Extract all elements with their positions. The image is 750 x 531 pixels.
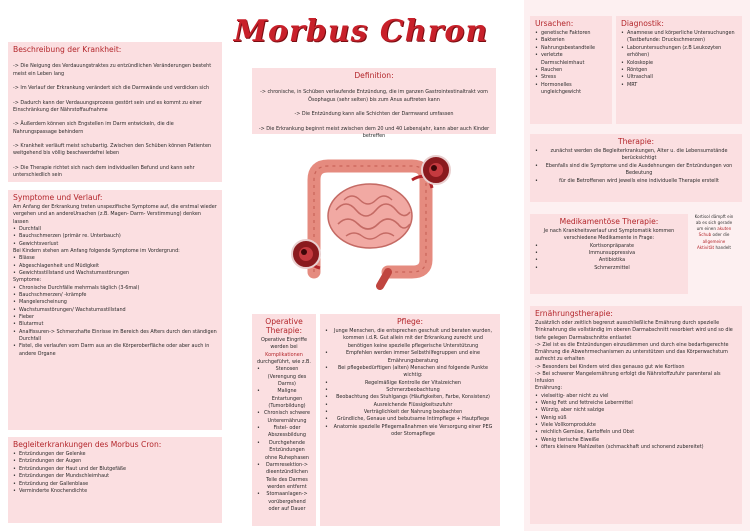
ursachen-panel [530, 16, 612, 124]
diagnostik-panel [616, 16, 742, 124]
list-item: • Viele Vollkornprodukte [535, 422, 737, 429]
list-item: • Empfehlen werden immer Selbsthilfegruppen und eine Ernährungsberatung [325, 350, 495, 365]
list-item: • Hormonelles ungleichgewicht [535, 82, 607, 97]
symptome-list-3 [13, 285, 217, 359]
list-item: • Schmerzmittel [535, 265, 683, 272]
list-item: • Antibiotika [535, 257, 683, 264]
list-item: • Fieber [13, 314, 217, 321]
beschreibung-line: -> Im Verlauf der Erkrankung verändert sich die Darmwände und verdicken sich [13, 85, 210, 92]
list-item: • Fistel, die verlaufen vom Darm aus an die Körperoberfläche oder aber auch in andere Organe [13, 343, 217, 358]
list-item: • Ultraschall [621, 74, 737, 81]
list-item: • Regelmäßige Kontrolle der Vitalzeichen [325, 380, 495, 387]
note-part: oder die [711, 232, 730, 238]
ernaehrung-list [535, 393, 737, 452]
list-item: • Entzündungen der Haut und der Blutgefäße [13, 466, 217, 473]
list-item: • Maligne Entartungen (Tumorbildung) [257, 388, 311, 410]
definition-line: -> chronische, in Schüben verlaufende Entzündung, die im ganzen Gastrointestinaltrakt vom Ösophagus (sehr selten) bis zum Anus auftreten kann [260, 89, 488, 103]
list-item: • für die Betroffenen wird jeweils eine individuelle Therapie erstellt [535, 178, 737, 185]
list-item: • Entzündungen der Augen [13, 458, 217, 465]
therapie-list [535, 148, 737, 185]
list-item: • Verminderte Knochendichte [13, 488, 217, 495]
list-item: • Stomaanlagen-> vorübergehend oder auf Dauer [257, 491, 311, 513]
list-item: • öfters kleinere Mahlzeiten (schmackhaft und schonend zubereitet) [535, 444, 737, 451]
list-item: • Gründliche, Genaue und bebutsame Intimpflege + Hautpflege [325, 416, 495, 423]
list-item: • Ausreichende Flüssigkeitszufuhr [325, 402, 495, 409]
symptome-heading: Symptome und Verlauf: [13, 193, 103, 202]
list-item: • Abgeschlagenheit und Müdigkeit [13, 263, 217, 270]
list-item: • Verträglichkeit der Nahrung beobachten [325, 409, 495, 416]
list-item: • reichlich Gemüse, Kartoffeln und Obst [535, 429, 737, 436]
list-item: • Anatomie spezielle Pflegemaßnahmen wie Versorgung einer PEG oder Stomapflege [325, 424, 495, 439]
beschreibung-text [13, 56, 217, 187]
list-item: • Fistel- oder Abszessbildung [257, 425, 311, 440]
list-item: • Stenosen (Verengung des Darms) [257, 366, 311, 388]
definition-text [257, 82, 491, 147]
medikamente-list [535, 243, 683, 272]
ernaehrung-intro: Zusätzlich oder zeitlich begrenzt ausschließliche Ernährung durch spezielle Trinknahrung die vollständig im oberen Darmabschnitt resorbiert wird und so die tiefe gelegen Darmabschnitte entlastet -> Ziel ist es die Entzündungen einzudämmen und durch eine bedarfsgerechte Ernährung die Abwehrmechanismen zu unterstützen und das Körperwachstum aufrecht zu erhalten -> Besonders bei Kindern wird dies genauso gut wie Kortison -> Bei schwerer Mangelernährung erfolgt die Nährstoffzufuhr parenteral als Infusion Ernährung: [535, 320, 733, 392]
list-item: • Bakterien [535, 37, 607, 44]
begleit-heading: Begleiterkrankungen des Morbus Cron: [13, 440, 162, 449]
operative-intro-highlight: Komplikationen [265, 351, 303, 358]
list-item: • Bauchschmerzen/ -krämpfe [13, 292, 217, 299]
symptome-label: Symptome: [13, 277, 42, 284]
symptome-list-1 [13, 226, 217, 248]
operative-intro-a: Operative Eingriffe werden bei [260, 337, 308, 351]
magnifier-upper-icon [422, 156, 450, 184]
colon-illustration [284, 140, 456, 292]
list-item: • Chronische Durchfälle mehrmals täglich (3-6mal) [13, 285, 217, 292]
list-item: • Immunsuppressiva [535, 250, 683, 257]
list-item: • Junge Menschen, die entsprechen geschult und beraten wurden, kommen i.d.R. Gut allein mit der Erkrankung zurecht und benötigen keine spezielle pflegerische Unterstützung [325, 328, 495, 350]
medikamente-heading: Medikamentöse Therapie: [559, 217, 659, 226]
list-item: • Kortisonpräparate [535, 243, 683, 250]
list-item: • Gewichtsverlust [13, 241, 217, 248]
pflege-heading: Pflege: [396, 317, 424, 326]
magnifier-lower-icon [292, 240, 320, 268]
symptome-panel [8, 190, 222, 430]
ursachen-heading: Ursachen: [535, 19, 574, 28]
list-item: • verletzte Darmschleimhaut [535, 52, 607, 67]
operative-intro [257, 337, 311, 366]
list-item: • Durchgehende Entzündungen ohne Ruhephasen [257, 440, 311, 462]
ernaehrung-panel [530, 306, 742, 524]
beschreibung-line: -> Äußerdem können sich Engstellen im Darm entwickeln, die die Nahrungspassage behindern [13, 121, 174, 135]
list-item: • vielseitig- aber nicht zu viel [535, 393, 737, 400]
list-item: • Blutarmut [13, 321, 217, 328]
list-item: • Blässe [13, 255, 217, 262]
beschreibung-line: -> Dadurch kann der Verdauungsprozess gestört sein und es kommt zu einer Einschränkung der Nährstoffaufnahme [13, 99, 202, 113]
list-item: • MRT [621, 82, 737, 89]
note-highlight: allgemeine Aktivität [696, 238, 726, 250]
list-item: • Entzündungen der Mundschleimhaut [13, 473, 217, 480]
therapie-panel [530, 134, 742, 202]
note-part: handelt [714, 244, 732, 250]
symptome-list-2 [13, 255, 217, 277]
pflege-list [325, 328, 495, 438]
symptome-kids: Bei Kindern stehen am Anfang folgende Symptome im Vordergrund: [13, 247, 180, 254]
list-item: • Anamnese und körperliche Untersuchungen (Tastbefunde: Druckschmerzen) [621, 30, 737, 45]
list-item: • Nahrungsbestandteile [535, 45, 607, 52]
list-item: • Gewichtsstillstand und Wachstumsstörungen [13, 270, 217, 277]
list-item: • Darmresektion-> dieentzündlichen Teile des Darmes werden entfernt [257, 462, 311, 491]
operative-list [257, 366, 311, 513]
list-item: • Ebenfalls sind die Symptome und die Ausdehnungen der Entzündungen von Bedeutung [535, 163, 737, 178]
list-item: • Stress [535, 74, 607, 81]
ursachen-list [535, 30, 607, 96]
list-item: • Bei pflegebedürftigen (alten) Menschen sind folgende Punkte wichtig: [325, 365, 495, 380]
beschreibung-line: -> Die Neigung des Verdauungstraktes zu entzündlichen Veränderungen besteht meist ein Leben lang [13, 63, 212, 77]
list-item: • genetische Faktoren [535, 30, 607, 37]
page-title: Morbus Chron [233, 14, 489, 49]
definition-heading: Definition: [354, 71, 394, 80]
list-item: • Koloskopie [621, 60, 737, 67]
list-item: • Würzig, aber nicht salzige [535, 407, 737, 414]
list-item: • Wenig süß [535, 415, 737, 422]
ernaehrung-heading: Ernährungstherapie: [535, 309, 613, 318]
list-item: • Durchfall [13, 226, 217, 233]
medikamente-panel [530, 214, 688, 294]
begleit-list [13, 451, 217, 495]
list-item: • Entzündung der Gallenblase [13, 481, 217, 488]
list-item: • Laboruntersuchungen (z.B Leukozyten erhöhen) [621, 45, 737, 60]
list-item: • Rauchen [535, 67, 607, 74]
medikamente-intro: Je nach Krankheitsverlauf und Symptomatik kommen verschiedene Medikamente in Frage: [543, 228, 675, 242]
list-item: • Beobachtung des Stuhlgangs (Häufigkeiten, Farbe, Konsistenz) [325, 394, 495, 401]
operative-panel [252, 314, 316, 526]
beschreibung-line: -> Die Therapie richtet sich nach dem individuellen Befund und kann sehr unterschiedlich sein [13, 164, 195, 179]
list-item: • Chronisch schwere Unterernährung [257, 410, 311, 425]
note-part: Kortisol dämpft ein ab es sich gerade um einen [694, 214, 734, 232]
list-item: • Röntgen [621, 67, 737, 74]
list-item: • Wachstumsstörungen/ Wachstumsstillstand [13, 307, 217, 314]
beschreibung-line: -> Krankheit verläuft meist schubartig. Zwischen den Schüben können Patienten weitgehend bis völlig beschwerdefrei leben [13, 143, 212, 157]
list-item: • Mangelerscheinung [13, 299, 217, 306]
colon-icon [307, 166, 432, 286]
begleit-panel [8, 437, 222, 523]
operative-intro-b: durchgeführt, wie z.B. [257, 358, 311, 365]
list-item: • Bauchschmerzen (primär re. Unterbauch) [13, 233, 217, 240]
definition-panel [252, 68, 496, 139]
symptome-intro: Am Anfang der Erkrankung treten unspezifische Symptome auf, die erstmal wieder vergehen und an andereUrsachen (z.B. Magen- Darm- Verstimmung) denken lassen [13, 204, 217, 225]
definition-line: -> Die Entzündung kann alle Schichten der Darmwand umfassen [294, 111, 454, 118]
note-highlight: akuten Schub [698, 226, 732, 238]
pflege-panel [320, 314, 500, 526]
therapie-heading: Therapie: [617, 137, 655, 146]
list-item: • Analfissuren-> Schmerzhafte Einrisse im Bereich des Afters durch den ständigen Durchfall [13, 329, 217, 344]
operative-heading: Operative Therapie: [265, 317, 303, 336]
list-item: • Entzündungen der Gelenke [13, 451, 217, 458]
list-item: • Wenig Fett und fettreiche Lebermittel [535, 400, 737, 407]
list-item: • Wenig tierische Eiweiße [535, 437, 737, 444]
beschreibung-heading: Beschreibung der Krankheit: [13, 45, 122, 54]
kortison-note [694, 214, 734, 296]
list-item: • zunächst werden die Begleiterkrankungen, Alter u. die Lebensumstände berücksichtigt [535, 148, 737, 163]
diagnostik-heading: Diagnostik: [621, 19, 664, 28]
beschreibung-panel [8, 42, 222, 182]
list-item: • Schmerzbeobachtung [325, 387, 495, 394]
definition-line: -> Die Erkrankung beginnt meist zwischen dem 20 und 40 Lebensjahr, kann aber auch Kinder betreffen [258, 125, 490, 139]
diagnostik-list [621, 30, 737, 89]
